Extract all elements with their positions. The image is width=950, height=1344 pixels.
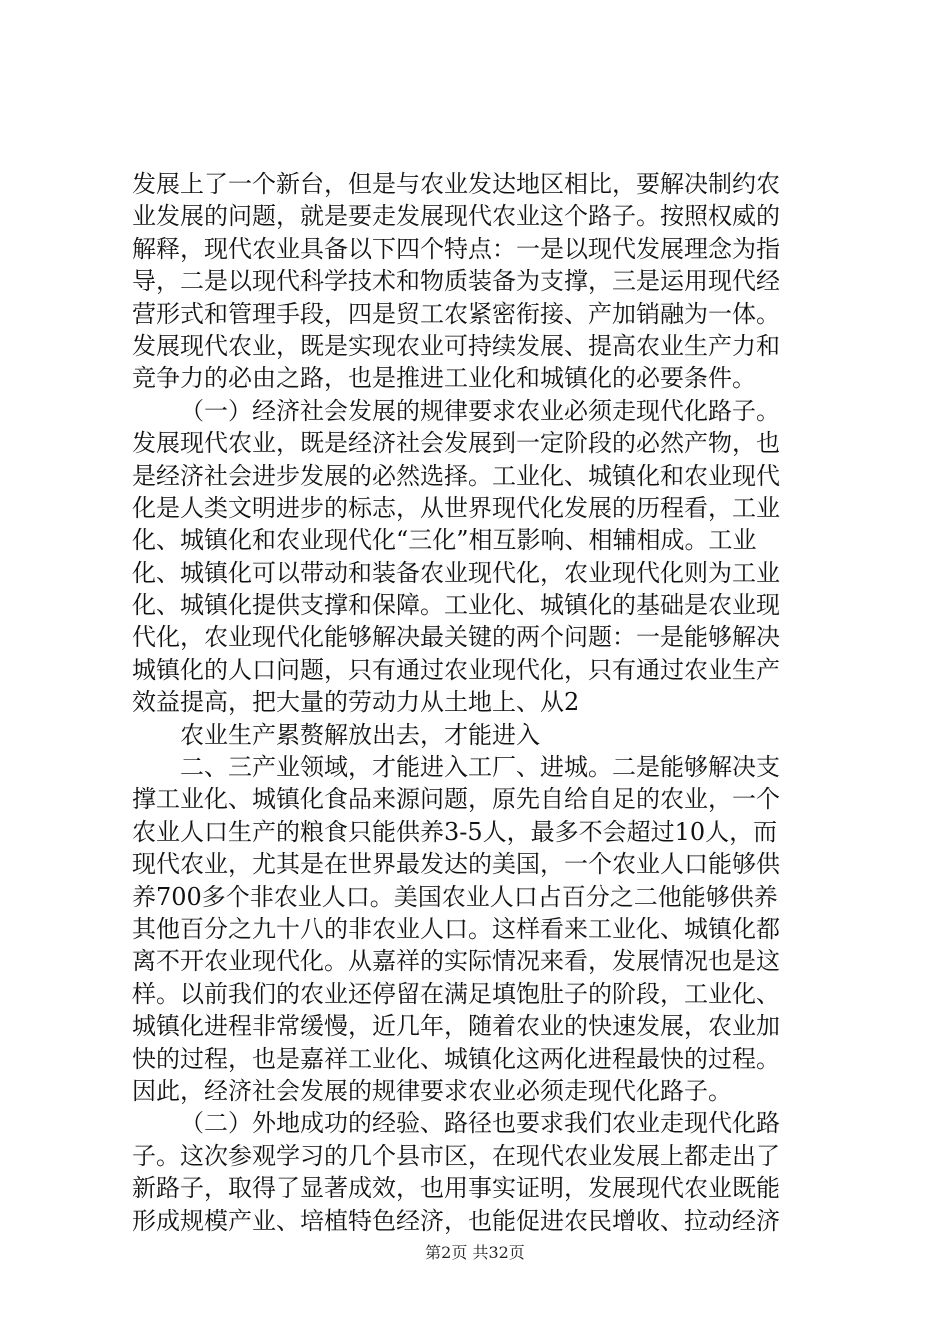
text-line: 子。这次参观学习的几个县市区，在现代农业发展上都走出了 bbox=[132, 1141, 780, 1170]
text-line: 样。以前我们的农业还停留在满足填饱肚子的阶段，工业化、 bbox=[132, 979, 780, 1008]
text-line: 效益提高，把大量的劳动力从土地上、从2 bbox=[132, 688, 580, 717]
text-line: 离不开农业现代化。从嘉祥的实际情况来看，发展情况也是这 bbox=[132, 947, 780, 976]
text-line: 是经济社会进步发展的必然选择。工业化、城镇化和农业现代 bbox=[132, 461, 780, 490]
text-line: 撑工业化、城镇化食品来源问题，原先自给自足的农业，一个 bbox=[132, 785, 780, 814]
text-line: 养700多个非农业人口。美国农业人口占百分之二他能够供养 bbox=[132, 882, 778, 911]
text-line: 化、城镇化可以带动和装备农业现代化，农业现代化则为工业 bbox=[132, 558, 780, 587]
text-line: 农业人口生产的粮食只能供养3-5人，最多不会超过10人，而 bbox=[132, 817, 778, 846]
text-line: 现代农业，尤其是在世界最发达的美国，一个农业人口能够供 bbox=[132, 850, 780, 879]
section-heading-line: （一）经济社会发展的规律要求农业必须走现代化路子。 bbox=[180, 396, 780, 425]
text-line: 化、城镇化提供支撑和保障。工业化、城镇化的基础是农业现 bbox=[132, 591, 780, 620]
text-line: 发展现代农业，既是实现农业可持续发展、提高农业生产力和 bbox=[132, 331, 780, 360]
text-line: 二、三产业领域，才能进入工厂、进城。二是能够解决支 bbox=[180, 753, 780, 782]
text-line: 新路子，取得了显著成效，也用事实证明，发展现代农业既能 bbox=[132, 1174, 780, 1203]
text-line: 解释，现代农业具备以下四个特点：一是以现代发展理念为指 bbox=[132, 234, 780, 263]
text-line: 化是人类文明进步的标志，从世界现代化发展的历程看，工业 bbox=[132, 493, 780, 522]
text-line: 因此，经济社会发展的规律要求农业必须走现代化路子。 bbox=[132, 1076, 732, 1105]
text-line: 形成规模产业、培植特色经济，也能促进农民增收、拉动经济 bbox=[132, 1206, 780, 1235]
page-number-footer: 第2页 共32页 bbox=[425, 1243, 525, 1262]
text-line: 竞争力的必由之路，也是推进工业化和城镇化的必要条件。 bbox=[132, 364, 756, 393]
text-line: 化、城镇化和农业现代化“三化”相互影响、相辅相成。工业 bbox=[132, 526, 757, 555]
text-line: 城镇化的人口问题，只有通过农业现代化，只有通过农业生产 bbox=[132, 655, 780, 684]
section-heading-line: （二）外地成功的经验、路径也要求我们农业走现代化路 bbox=[180, 1109, 780, 1138]
body-text bbox=[132, 168, 832, 1237]
text-line: 业发展的问题，就是要走发展现代农业这个路子。按照权威的 bbox=[132, 202, 780, 231]
text-line: 快的过程，也是嘉祥工业化、城镇化这两化进程最快的过程。 bbox=[132, 1044, 780, 1073]
text-line: 发展上了一个新台，但是与农业发达地区相比，要解决制约农 bbox=[132, 170, 780, 198]
text-line: 导，二是以现代科学技术和物质装备为支撑，三是运用现代经 bbox=[132, 267, 780, 296]
text-line: 农业生产累赘解放出去，才能进入 bbox=[180, 720, 540, 749]
text-line: 营形式和管理手段，四是贸工农紧密衔接、产加销融为一体。 bbox=[132, 299, 780, 328]
text-line: 代化，农业现代化能够解决最关键的两个问题：一是能够解决 bbox=[132, 623, 780, 652]
text-line: 城镇化进程非常缓慢，近几年，随着农业的快速发展，农业加 bbox=[132, 1012, 780, 1041]
text-line: 发展现代农业，既是经济社会发展到一定阶段的必然产物，也 bbox=[132, 429, 780, 458]
text-line: 其他百分之九十八的非农业人口。这样看来工业化、城镇化都 bbox=[132, 914, 780, 943]
